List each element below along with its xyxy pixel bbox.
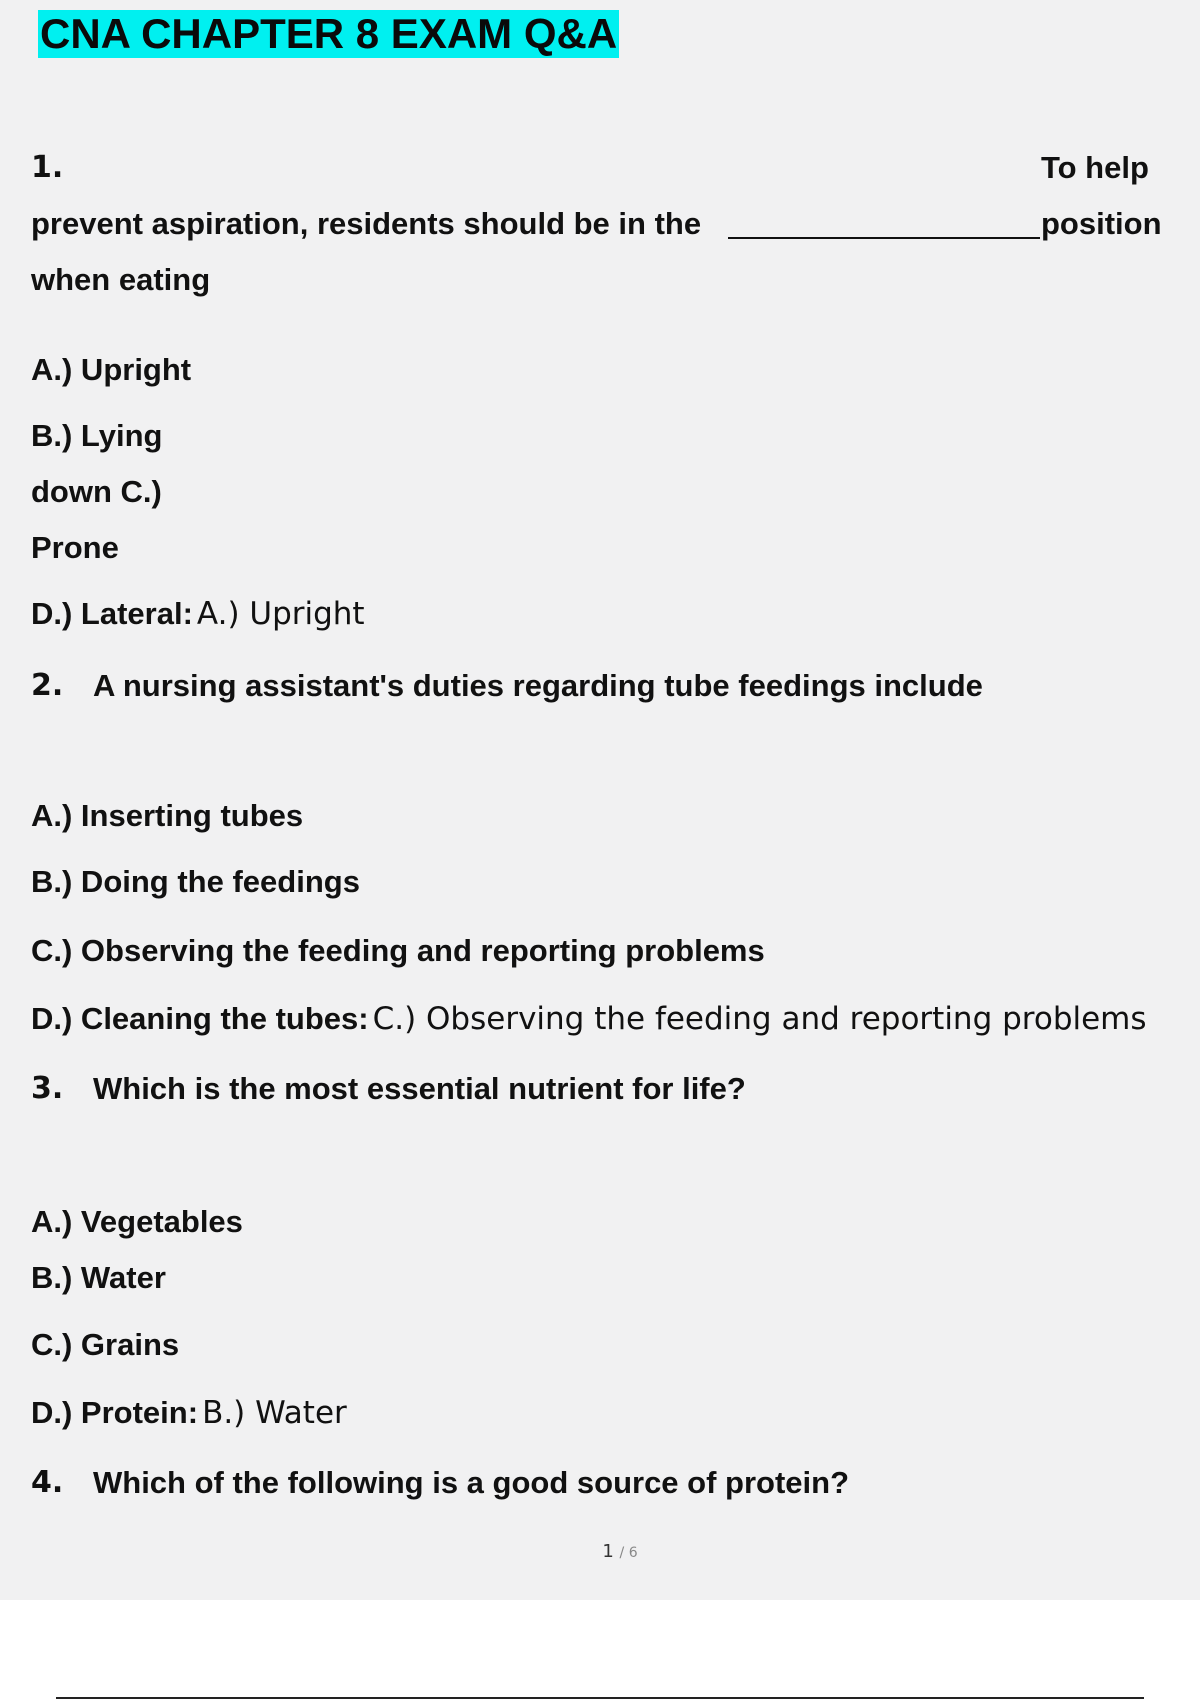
question-4-number: 4. <box>31 1465 64 1500</box>
question-3-number: 3. <box>31 1071 64 1106</box>
question-1-text-part3: position <box>1041 206 1162 241</box>
document-title: CNA CHAPTER 8 EXAM Q&A <box>40 10 618 57</box>
page-total: / 6 <box>619 1545 638 1561</box>
question-1-option: A.) Upright <box>31 352 192 387</box>
question-3-answer-line <box>31 1395 347 1431</box>
question-2-answer-line <box>31 1001 1147 1037</box>
question-1-option: B.) Lying <box>31 418 163 453</box>
page-indicator <box>0 1541 1200 1562</box>
question-1-text-part1: To help <box>1041 150 1149 185</box>
question-1-last-option: D.) Lateral: <box>31 596 193 631</box>
question-4-text: Which of the following is a good source of protein? <box>93 1465 850 1500</box>
question-2-number: 2. <box>31 668 64 703</box>
question-3-option: A.) Vegetables <box>31 1204 243 1239</box>
question-3-option: C.) Grains <box>31 1327 180 1362</box>
question-2-option: B.) Doing the feedings <box>31 864 360 899</box>
question-1-option: Prone <box>31 530 119 565</box>
question-2-option: A.) Inserting tubes <box>31 798 304 833</box>
page-divider <box>56 1697 1144 1699</box>
question-2-text: A nursing assistant's duties regarding tube feedings include <box>93 668 983 703</box>
question-1-number: 1. <box>31 150 64 185</box>
question-2-option: C.) Observing the feeding and reporting problems <box>31 933 765 968</box>
question-1-answer-line <box>31 596 365 632</box>
question-1-answer: A.) Upright <box>196 596 365 632</box>
question-2-answer: C.) Observing the feeding and reporting problems <box>372 1001 1147 1037</box>
question-3-answer: B.) Water <box>202 1395 347 1431</box>
page-current: 1 <box>602 1541 614 1562</box>
question-1-option: down C.) <box>31 474 162 509</box>
question-3-text: Which is the most essential nutrient for life? <box>93 1071 746 1106</box>
question-3-option: B.) Water <box>31 1260 166 1295</box>
answer-blank-line <box>728 237 1040 239</box>
question-1-text-part4: when eating <box>31 262 211 297</box>
question-3-last-option: D.) Protein: <box>31 1395 199 1430</box>
question-2-last-option: D.) Cleaning the tubes: <box>31 1001 369 1036</box>
question-1-text-part2: prevent aspiration, residents should be in the <box>31 206 702 241</box>
